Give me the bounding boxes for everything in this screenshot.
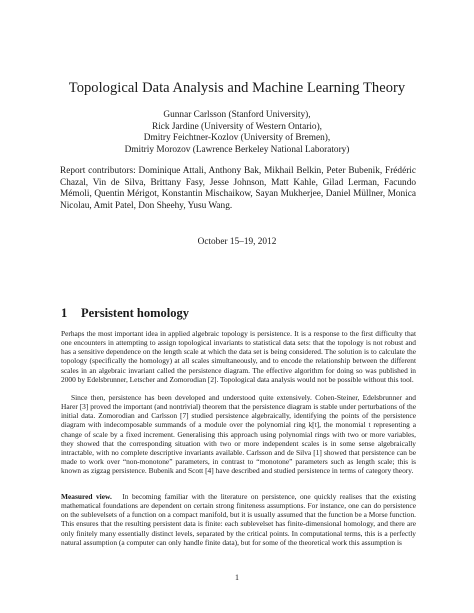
report-contributors: Report contributors: Dominique Attali, Anthony Bak, Mikhail Belkin, Peter Bubenik, Frédéric Chazal, Vin de Silva, Brittany Fasy, Jesse Johnson, Matt Kahle, Gilad Lerman, Facundo Mémoli, Quentin Mérigot, Konstantin Mischaikow, Sayan Mukherjee, Daniel Müllner, Monica Nicolau, Amit Patel, Don Sheehy, Yusu Wang. [60,166,416,212]
author-line: Rick Jardine (University of Western Ontario), [152,121,322,132]
author-line: Gunnar Carlsson (Stanford University), [163,110,311,120]
section-heading [61,306,189,321]
measured-view-paragraph [61,492,416,547]
author-list [0,110,474,156]
run-in-heading: Measured view. [61,492,112,501]
paragraph: Since then, persistence has been developed and understood quite extensively. Cohen-Steiner, Edelsbrunner and Harer [3] proved the important (and nontrivial) theorem that the persistence diagram is stable under perturbations of the initial data. Zomorodian and Carlsson [7] studied persistence algebraically, identifying the points of the persistence diagram with indecomposable summands of a module over the polynomial ring k[t], the monomial t representing a change of scale by a fixed increment. Generalising this approach using polynomial rings with two or more variables, they showed that the corresponding situation with two or more independent scales is in some sense algebraically intractable, with no complete descriptive invariants available. Carlsson and de Silva [1] showed that persistence can be made to work over “non-monotone” parameters, in contrast to “monotone” parameters such as length scale; this is known as zigzag persistence. Bubenik and Scott [4] have described and studied persistence in terms of category theory. [61,393,416,476]
meeting-date: October 15–19, 2012 [197,237,277,247]
section-number: 1 [61,306,68,320]
author-line: Dmitriy Morozov (Lawrence Berkeley National Laboratory) [124,144,350,155]
paragraph-text: In becoming familiar with the literature on persistence, one quickly realises that the existing mathematical foundations are dependent on certain strong finiteness assumptions. For instance, one can do persistence on the sublevelsets of a function on a compact manifold, but it is usually assumed that the function be a Morse function. This ensures that the resulting persistent data is finite: each sublevelset has finite-dimensional homology, and there are only finitely many essentially distinct levels, separated by the critical points. In computational terms, this is a perfectly natural assumption (a computer can only handle finite data), but for some of the theoretical work this assumption is [61,492,416,547]
author-line: Dmitry Feichtner-Kozlov (University of Bremen), [143,133,331,144]
section-title: Persistent homology [81,306,189,320]
paper-title: Topological Data Analysis and Machine Learning Theory [68,80,406,96]
paragraph: Perhaps the most important idea in applied algebraic topology is persistence. It is a response to the first difficulty that one encounters in attempting to assign topological invariants to statistical data sets: that the topology is not robust and has a sensitive dependence on the length scale at which the data set is being considered. The solution is to calculate the topology (specifically the homology) at all scales simultaneously, and to encode the relationship between the different scales in an algebraic invariant called the persistence diagram. The effective algorithm for doing so was published in 2000 by Edelsbrunner, Letscher and Zomorodian [2]. Topological data analysis would not be possible without this tool. [61,329,416,384]
page-number: 1 [235,573,239,582]
